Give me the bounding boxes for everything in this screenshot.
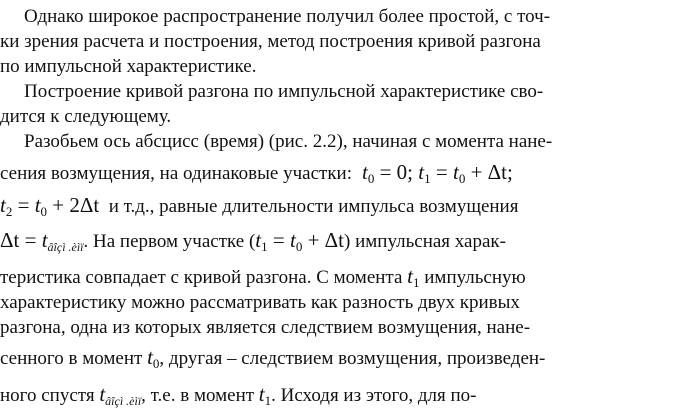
text-fragment: сения возмущения, на одинаковые участки: [0, 163, 352, 184]
math-sub: 1 [261, 239, 268, 254]
text-fragment: импульсную [424, 267, 526, 288]
text-line: по импульсной характеристике. [0, 56, 257, 77]
math-var: t [0, 193, 6, 217]
text-line [0, 160, 680, 185]
text-line [0, 228, 680, 253]
math-op: = [12, 193, 35, 217]
formula-t2 [0, 193, 99, 217]
text-line: Однако широкое распространение получил более простой, с точ- [24, 6, 551, 27]
text-fragment: ного спустя [0, 385, 95, 406]
math-sub: 2 [5, 204, 13, 219]
text-fragment: сенного в момент [0, 348, 143, 369]
math-var: t [34, 193, 41, 217]
math-op: + Δt [465, 160, 507, 184]
math-sub: 0 [295, 239, 303, 254]
text-line: разгона, одна из которых является следствием возмущения, нане- [0, 317, 531, 338]
text-fragment: . На первом участке ( [83, 231, 256, 252]
math-sub: âîçì .èìï [105, 394, 142, 408]
math-sub: 0 [152, 356, 160, 371]
math-op: = [267, 228, 290, 252]
text-line: характеристику можно рассматривать как разность двух кривых [0, 292, 520, 313]
text-line: ки зрения расчета и построения, метод построения кривой разгона [0, 31, 541, 52]
text-fragment: теристика совпадает с кривой разгона. С момента [0, 267, 403, 288]
text-fragment: ) импульсная харак- [344, 231, 506, 252]
text-line [0, 193, 680, 218]
text-line [0, 382, 680, 407]
math-op: = 0; [374, 160, 419, 184]
text-fragment: и т.д., равные длительности импульса возмущения [108, 196, 519, 217]
math-sub: 1 [424, 171, 431, 186]
math-var: t [99, 382, 106, 406]
math-op: Δt [0, 228, 20, 252]
math-var: t [255, 228, 262, 252]
math-var: t [258, 382, 265, 406]
text-line: дится к следующему. [0, 106, 172, 127]
math-var: t [289, 228, 296, 252]
math-op: ; [507, 160, 513, 184]
math-var: t [147, 345, 153, 369]
math-var: t [362, 160, 368, 184]
text-line: Построение кривой разгона по импульсной характеристике сво- [24, 81, 544, 102]
math-op: + Δt [302, 228, 345, 252]
math-var: t [418, 160, 425, 184]
math-sub: âîçì .èìï [47, 240, 84, 254]
math-sub: 0 [40, 204, 48, 219]
text-line [0, 264, 680, 289]
math-sub: 1 [413, 275, 420, 290]
math-sub: 0 [458, 171, 466, 186]
math-op: = [430, 160, 453, 184]
formula-t1 [255, 228, 344, 252]
text-fragment: . Исходя из этого, для по- [271, 385, 477, 406]
math-sub: 0 [367, 171, 375, 186]
text-fragment: , другая – следствием возмущения, произведен- [159, 348, 546, 369]
math-var: t [407, 264, 413, 288]
math-sub: 1 [264, 393, 272, 408]
text-line [0, 345, 680, 370]
math-var: t [41, 228, 48, 252]
math-op: = [19, 228, 42, 252]
text-line: Разобьем ось абсцисс (время) (рис. 2.2), начиная с момента нане- [24, 131, 553, 152]
text-fragment: , т.е. в момент [141, 385, 255, 406]
math-op: + 2Δt [47, 193, 100, 217]
formula-dt [0, 228, 84, 252]
math-var: t [452, 160, 459, 184]
formula-t0-t1 [357, 160, 513, 184]
